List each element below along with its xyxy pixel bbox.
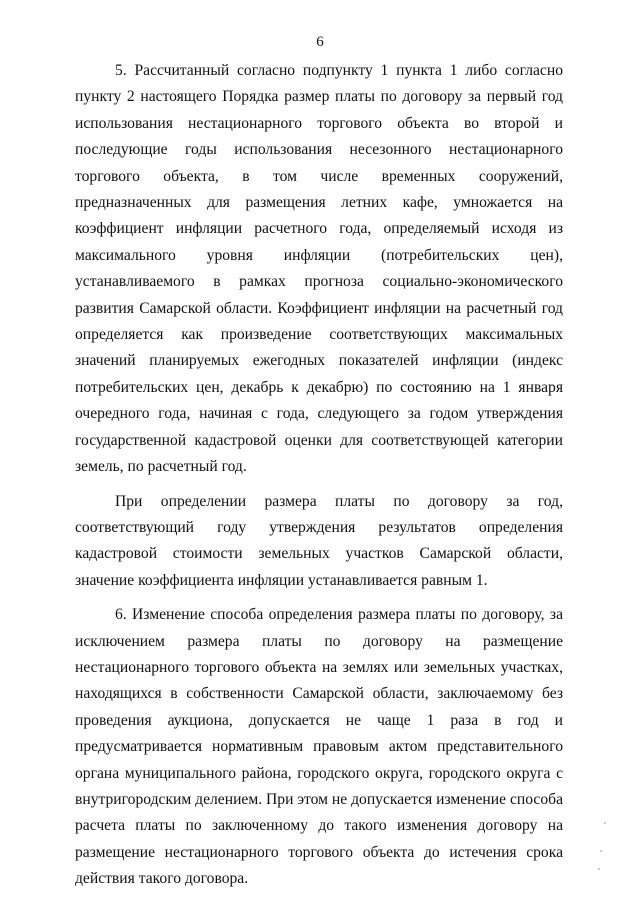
paragraph-6: 6. Изменение способа определения размера платы по договору, за исключением размера платы по договору на размещение нестационарного торгового объекта на землях или земельных участках, находящихся в собственности Самарской области, заключаемому без проведения аукциона, допускается не чаще 1 раза в год и предусматривается нормативным правовым актом представительного органа муниципального района, городского округа, городского округа с внутригородским делением. При этом не допускается изменение способа расчета платы по заключенному до такого изменения договору на размещение нестационарного торгового объекта до истечения срока действия такого договора. <box>75 606 563 888</box>
paragraph-5: 5. Рассчитанный согласно подпункту 1 пункта 1 либо согласно пункту 2 настоящего Порядка размер платы по договору за первый год использования нестационарного торгового объекта во второй и последующие годы использования несезонного нестационарного торгового объекта, в том числе временных сооружений, предназначенных для размещения летних кафе, умножается на коэффициент инфляции расчетного года, определяемый исходя из максимального уровня инфляции (потребительских цен), устанавливаемого в рамках прогноза социально-экономического развития Самарской области. Коэффициент инфляции на расчетный год определяется как произведение соответствующих максимальных значений планируемых ежегодных показателей инфляции (индекс потребительских цен, декабрь к декабрю) по состоянию на 1 января очередного года, начиная с года, следующего за годом утверждения государственной кадастровой оценки для соответствующей категории земель, по расчетный год. <box>75 62 563 476</box>
paragraph-5-continued: При определении размера платы по договору за год, соответствующий году утверждения результатов определения кадастровой стоимости земельных участков Самарской области, значение коэффициента инфляции устанавливается равным 1. <box>75 492 563 589</box>
page-number: 6 <box>316 34 324 50</box>
document-body <box>75 58 563 893</box>
scan-speck <box>604 822 606 824</box>
scan-speck <box>598 868 600 870</box>
scan-speck <box>600 850 602 852</box>
